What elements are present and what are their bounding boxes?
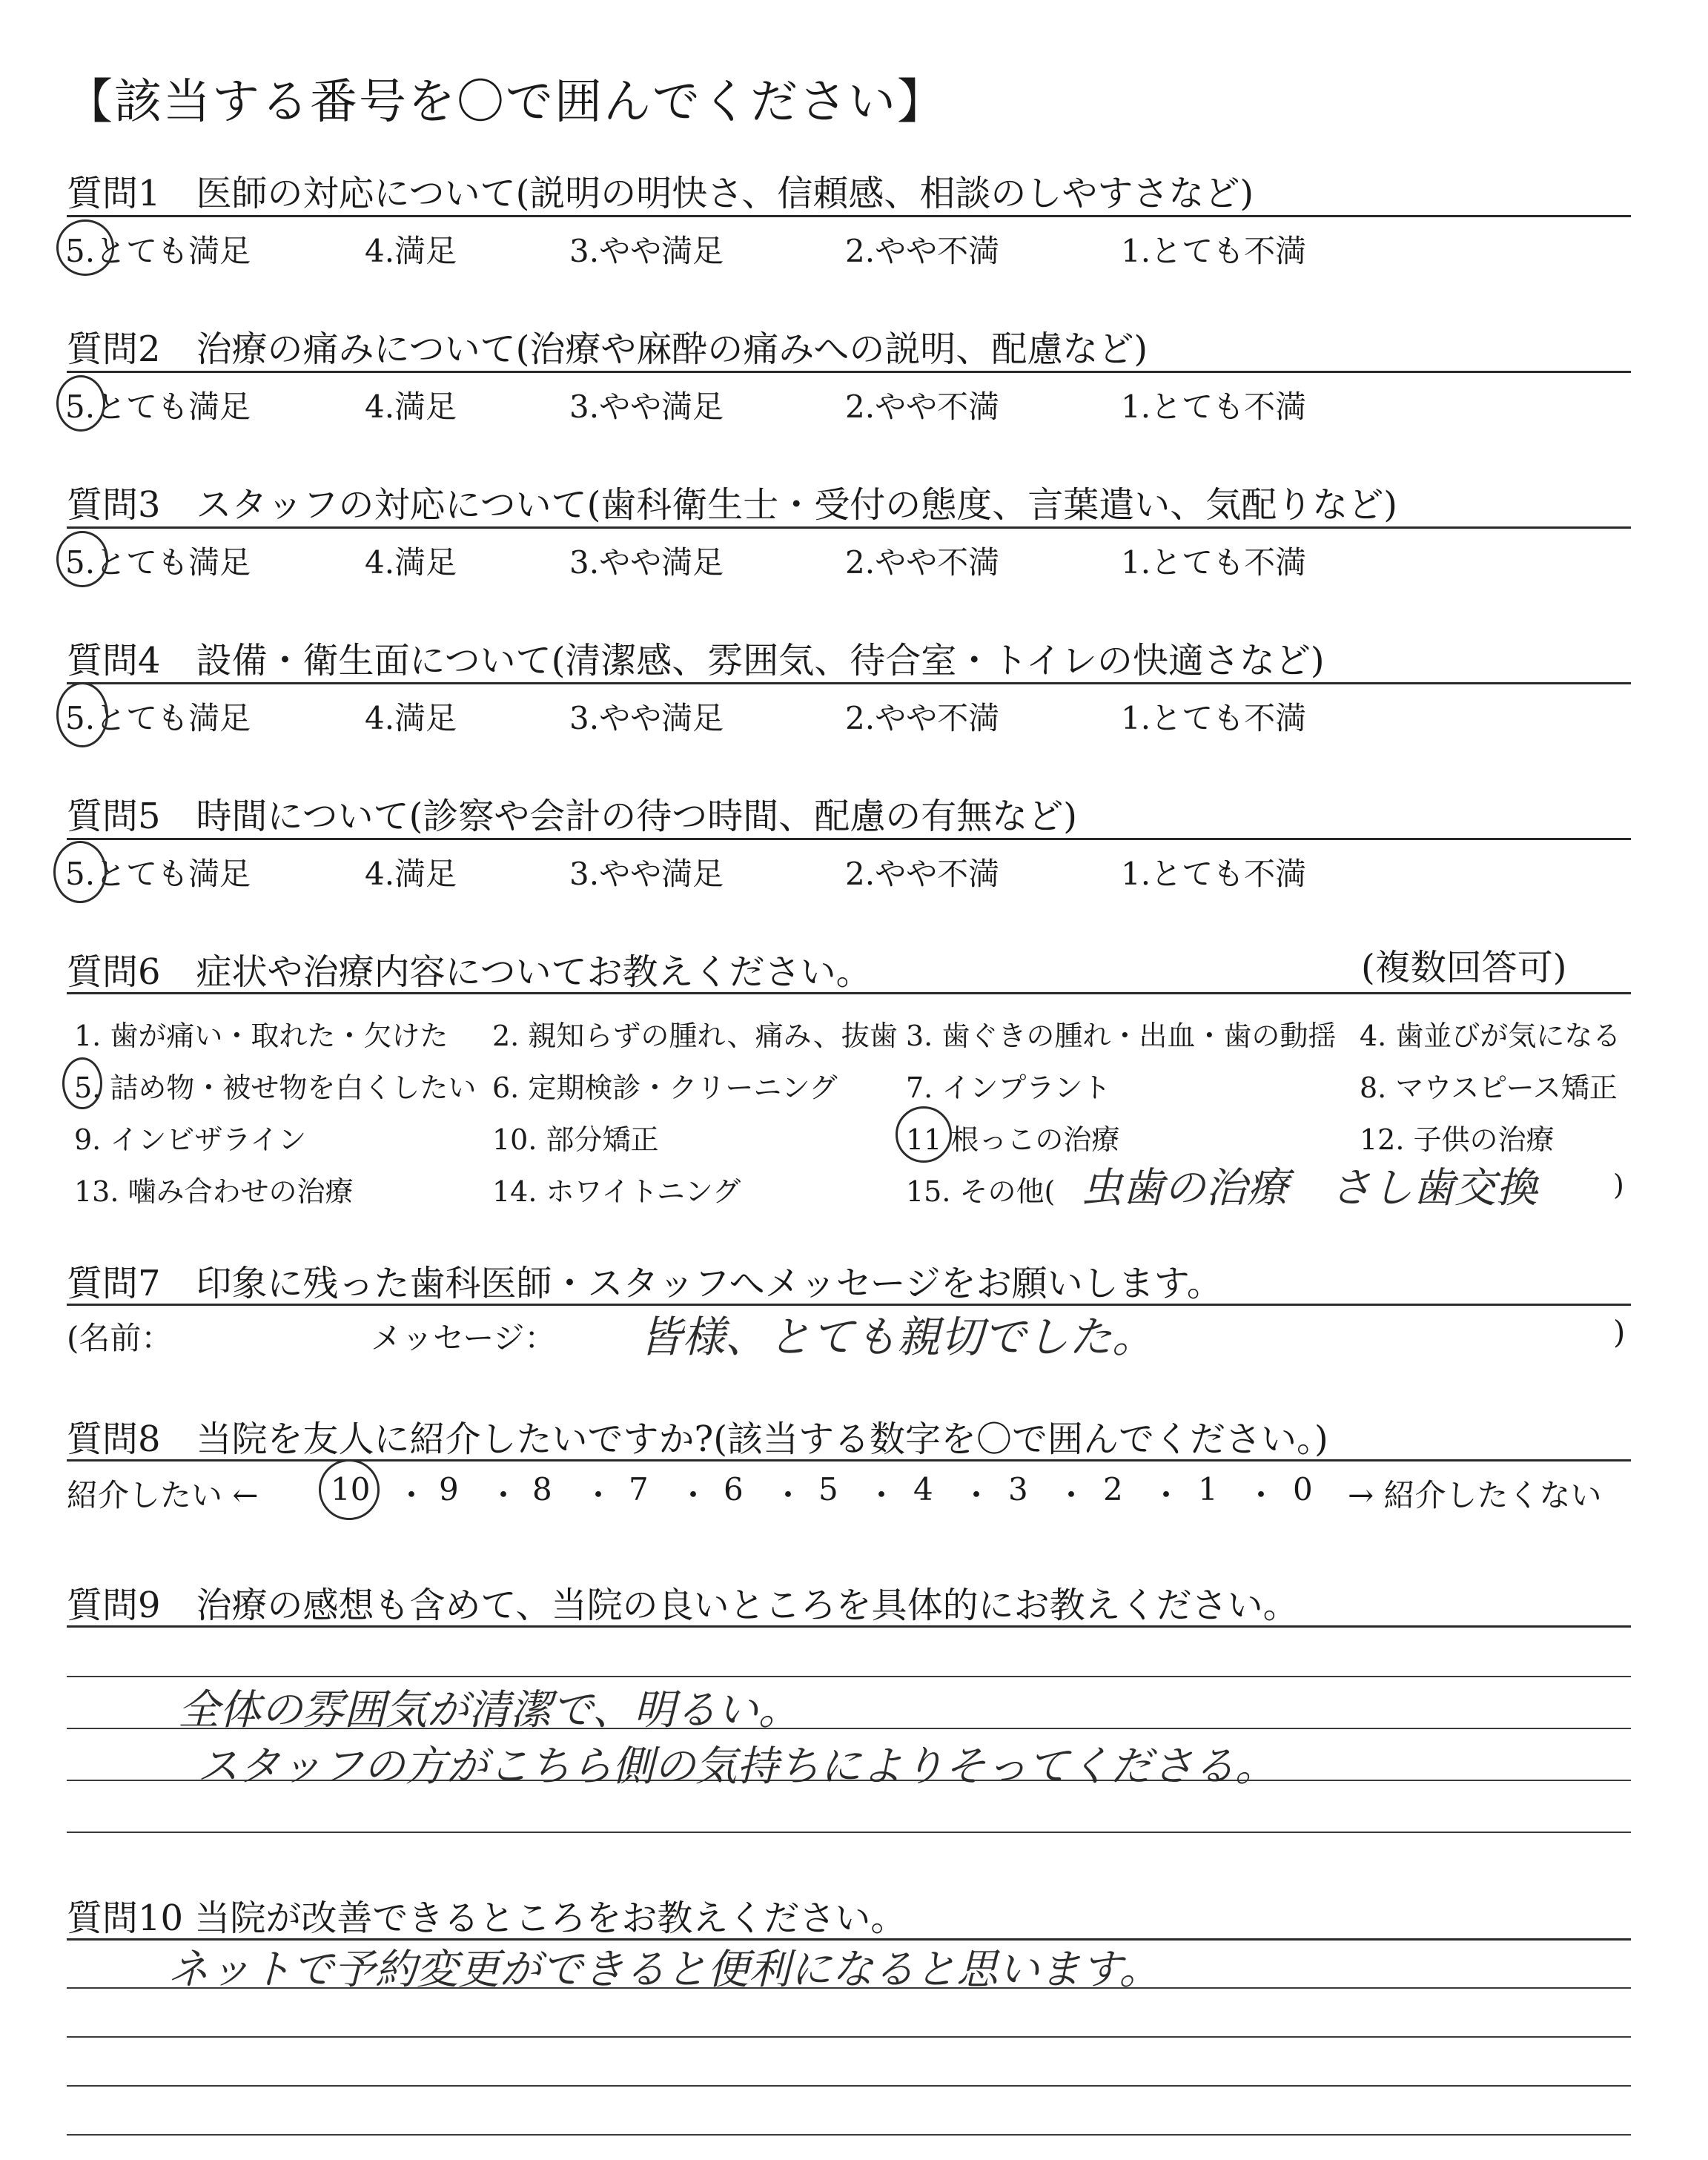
q1-option-3[interactable]: 3.やや満足 bbox=[569, 233, 724, 269]
q2-option-4[interactable]: 4.満足 bbox=[365, 389, 457, 425]
q8-right-label: → 紹介したくない bbox=[1348, 1477, 1602, 1513]
q6-item-2[interactable]: 2. 親知らずの腫れ、痛み、抜歯 bbox=[492, 1020, 898, 1052]
question-2-rule bbox=[67, 371, 1631, 373]
q9-answer-line bbox=[67, 1832, 1631, 1833]
q8-scale-dot: ・ bbox=[1151, 1477, 1182, 1513]
q8-scale-7[interactable]: 7 bbox=[629, 1471, 649, 1507]
q1-selection-circle bbox=[56, 219, 114, 276]
q2-option-1[interactable]: 1.とても不満 bbox=[1121, 389, 1307, 425]
question-10-title: 質問10 当院が改善できるところをお教えください。 bbox=[67, 1898, 907, 1939]
q8-scale-dot: ・ bbox=[866, 1477, 898, 1513]
q10-answer-line bbox=[67, 2085, 1631, 2087]
q6-item-15[interactable]: 15. その他( bbox=[906, 1175, 1056, 1208]
q8-scale-dot: ・ bbox=[961, 1477, 993, 1513]
q1-option-4[interactable]: 4.満足 bbox=[365, 233, 457, 269]
q8-scale-dot: ・ bbox=[772, 1477, 804, 1513]
q4-selection-circle bbox=[56, 682, 108, 747]
q6-item-11[interactable]: 11 根っこの治療 bbox=[906, 1123, 1120, 1156]
q2-selection-circle bbox=[56, 375, 105, 432]
q3-selection-circle bbox=[56, 531, 108, 587]
question-6-rule bbox=[67, 992, 1631, 994]
q1-option-2[interactable]: 2.やや不満 bbox=[845, 233, 1000, 269]
q4-option-3[interactable]: 3.やや満足 bbox=[569, 700, 724, 736]
q8-scale-4[interactable]: 4 bbox=[913, 1471, 933, 1507]
q6-item-8[interactable]: 8. マウスピース矯正 bbox=[1360, 1071, 1618, 1104]
question-4-rule bbox=[67, 682, 1631, 684]
q3-option-5[interactable]: 5.とても満足 bbox=[65, 544, 251, 581]
q6-other-close: ) bbox=[1613, 1169, 1624, 1201]
q7-message-label: メッセージ： bbox=[371, 1320, 556, 1356]
q10-answer-line bbox=[67, 2036, 1631, 2038]
q3-option-4[interactable]: 4.満足 bbox=[365, 544, 457, 581]
q3-option-1[interactable]: 1.とても不満 bbox=[1121, 544, 1307, 581]
question-5-rule bbox=[67, 838, 1631, 840]
question-9-title: 質問9 治療の感想も含めて、当院の良いところを具体的にお教えください。 bbox=[67, 1585, 1299, 1626]
q10-answer-line bbox=[67, 2134, 1631, 2136]
q5-option-3[interactable]: 3.やや満足 bbox=[569, 856, 724, 892]
q5-option-2[interactable]: 2.やや不満 bbox=[845, 856, 1000, 892]
q6-item-3[interactable]: 3. 歯ぐきの腫れ・出血・歯の動揺 bbox=[906, 1020, 1337, 1052]
q5-option-1[interactable]: 1.とても不満 bbox=[1121, 856, 1307, 892]
question-5-title: 質問5 時間について(診察や会計の待つ時間、配慮の有無など) bbox=[67, 796, 1078, 837]
q6-item-11-circle bbox=[896, 1106, 952, 1163]
q3-option-3[interactable]: 3.やや満足 bbox=[569, 544, 724, 581]
question-2-title: 質問2 治療の痛みについて(治療や麻酔の痛みへの説明、配慮など) bbox=[67, 328, 1148, 370]
q8-scale-9[interactable]: 9 bbox=[439, 1471, 459, 1507]
q6-item-7[interactable]: 7. インプラント bbox=[906, 1071, 1111, 1104]
q7-name-label: (名前： bbox=[67, 1320, 173, 1356]
q2-option-5[interactable]: 5.とても満足 bbox=[65, 389, 251, 425]
q5-selection-circle bbox=[53, 841, 107, 903]
question-3-title: 質問3 スタッフの対応について(歯科衛生士・受付の態度、言葉遣い、気配りなど) bbox=[67, 484, 1398, 526]
q8-scale-dot: ・ bbox=[1056, 1477, 1088, 1513]
question-8-rule bbox=[67, 1459, 1631, 1462]
q9-answer-line-2[interactable]: スタッフの方がこちら側の気持ちによりそってくださる。 bbox=[197, 1743, 1277, 1791]
question-3-rule bbox=[67, 526, 1631, 529]
q3-option-2[interactable]: 2.やや不満 bbox=[845, 544, 1000, 581]
q6-item-12[interactable]: 12. 子供の治療 bbox=[1360, 1123, 1555, 1156]
q8-scale-6[interactable]: 6 bbox=[724, 1471, 744, 1507]
q10-answer-handwritten[interactable]: ネットで予約変更ができると便利になると思います。 bbox=[168, 1946, 1161, 1994]
q5-option-4[interactable]: 4.満足 bbox=[365, 856, 457, 892]
q8-scale-0[interactable]: 0 bbox=[1293, 1471, 1313, 1507]
question-1-title: 質問1 医師の対応について(説明の明快さ、信頼感、相談のしやすさなど) bbox=[67, 173, 1254, 214]
q8-scale-3[interactable]: 3 bbox=[1008, 1471, 1028, 1507]
q8-scale-dot: ・ bbox=[488, 1477, 520, 1513]
q7-close: ) bbox=[1613, 1314, 1626, 1350]
question-1-rule bbox=[67, 215, 1631, 217]
q6-item-1[interactable]: 1. 歯が痛い・取れた・欠けた bbox=[74, 1020, 448, 1052]
q8-scale-2[interactable]: 2 bbox=[1103, 1471, 1123, 1507]
q8-left-label: 紹介したい ← bbox=[67, 1477, 259, 1513]
q6-item-4[interactable]: 4. 歯並びが気になる bbox=[1360, 1020, 1621, 1052]
q2-option-2[interactable]: 2.やや不満 bbox=[845, 389, 1000, 425]
q4-option-2[interactable]: 2.やや不満 bbox=[845, 700, 1000, 736]
question-6-title: 質問6 症状や治療内容についてお教えください。 bbox=[67, 951, 872, 993]
q8-scale-dot: ・ bbox=[396, 1477, 428, 1513]
q1-option-5[interactable]: 5.とても満足 bbox=[65, 233, 251, 269]
q4-option-1[interactable]: 1.とても不満 bbox=[1121, 700, 1307, 736]
q6-item-13[interactable]: 13. 噛み合わせの治療 bbox=[74, 1175, 354, 1208]
q5-option-5[interactable]: 5.とても満足 bbox=[65, 856, 251, 892]
q6-item-14[interactable]: 14. ホワイトニング bbox=[492, 1175, 741, 1208]
q6-item-6[interactable]: 6. 定期検診・クリーニング bbox=[492, 1071, 838, 1104]
question-9-rule bbox=[67, 1625, 1631, 1628]
q8-scale-dot: ・ bbox=[1245, 1477, 1277, 1513]
q6-other-handwritten: 虫歯の治療 さし歯交換 bbox=[1081, 1164, 1537, 1212]
q8-selection-circle bbox=[319, 1459, 380, 1520]
question-4-title: 質問4 設備・衛生面について(清潔感、雰囲気、待合室・トイレの快適さなど) bbox=[67, 640, 1325, 681]
q6-item-5-circle bbox=[62, 1057, 102, 1109]
q8-scale-dot: ・ bbox=[583, 1477, 615, 1513]
q8-scale-5[interactable]: 5 bbox=[818, 1471, 838, 1507]
form-header: 【該当する番号を〇で囲んでください】 bbox=[65, 75, 946, 130]
q6-item-9[interactable]: 9. インビザライン bbox=[74, 1123, 307, 1156]
q6-item-5[interactable]: 5. 詰め物・被せ物を白くしたい bbox=[74, 1071, 477, 1104]
q8-scale-dot: ・ bbox=[678, 1477, 709, 1513]
q6-item-10[interactable]: 10. 部分矯正 bbox=[492, 1123, 659, 1156]
q4-option-5[interactable]: 5.とても満足 bbox=[65, 700, 251, 736]
question-8-title: 質問8 当院を友人に紹介したいですか?(該当する数字を〇で囲んでください。) bbox=[67, 1418, 1328, 1460]
question-6-note: (複数回答可) bbox=[1361, 947, 1567, 988]
q8-scale-8[interactable]: 8 bbox=[532, 1471, 552, 1507]
q1-option-1[interactable]: 1.とても不満 bbox=[1121, 233, 1307, 269]
q9-answer-line-1[interactable]: 全体の雰囲気が清潔で、明るい。 bbox=[178, 1686, 800, 1734]
q8-scale-1[interactable]: 1 bbox=[1198, 1471, 1218, 1507]
question-7-title: 質問7 印象に残った歯科医師・スタッフへメッセージをお願いします。 bbox=[67, 1263, 1222, 1304]
q7-message-handwritten[interactable]: 皆様、とても親切でした。 bbox=[639, 1312, 1156, 1362]
q4-option-4[interactable]: 4.満足 bbox=[365, 700, 457, 736]
q2-option-3[interactable]: 3.やや満足 bbox=[569, 389, 724, 425]
q8-scale-10[interactable]: 10 bbox=[331, 1471, 371, 1507]
